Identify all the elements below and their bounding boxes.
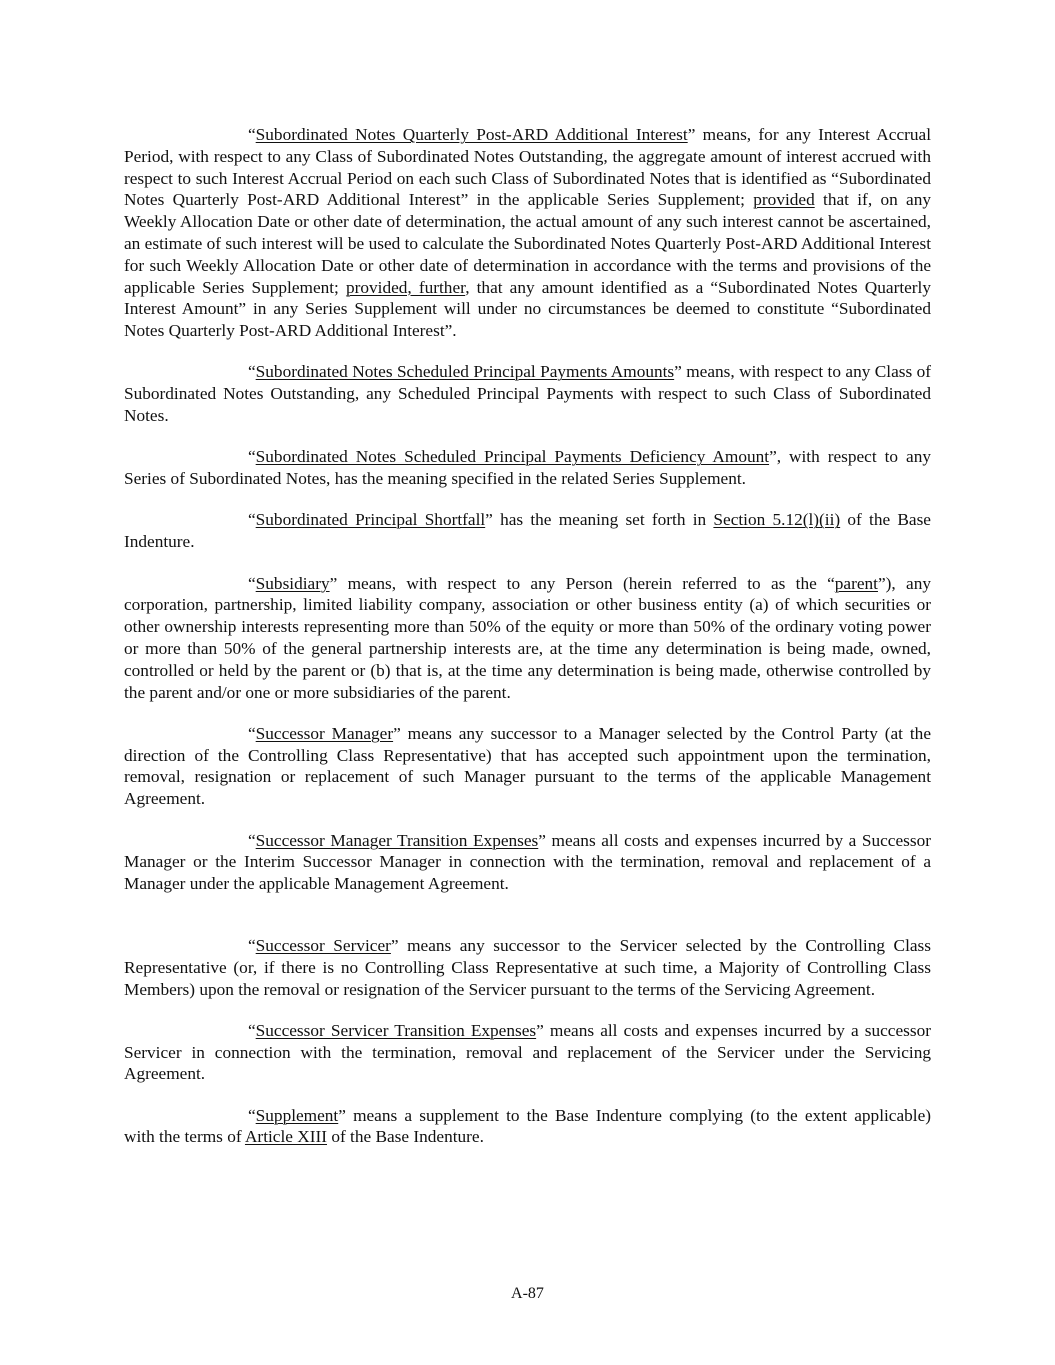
definition-text: ”, with respect to any Series of Subordinated Notes, has the meaning specified in the related Series Supplement. [124,447,931,489]
definition-subordinated-principal-shortfall [124,509,931,553]
definition-text: ” means, with respect to any Class of Subordinated Notes Outstanding, any Scheduled Principal Payments with respect to such Class of Subordinated Notes. [124,362,931,426]
definition-text: of the Base Indenture. [327,1127,484,1147]
definition-text: “ [248,447,256,467]
definition-text: , that any amount identified as a “Subordinated Notes Quarterly Interest Amount” in any Series Supplement will under no circumstances be deemed to constitute “Subordinated Notes Quarterly Post-ARD Additional Interest”. [124,277,931,341]
definition-successor-manager [124,723,931,810]
defined-term: Subordinated Notes Scheduled Principal Payments Deficiency Amount [255,447,770,467]
defined-term: Successor Manager [255,723,394,743]
defined-term: provided, further [345,277,466,297]
defined-term: Article XIII [244,1127,327,1147]
defined-term: Successor Servicer Transition Expenses [255,1020,537,1040]
definition-text: ” means any successor to a Manager selected by the Control Party (at the direction of the Controlling Class Representative) that has accepted such appointment upon the termination, removal, resignation or replacement of such Manager pursuant to the terms of the applicable Management Agreement. [124,723,931,809]
definition-text: ” means, with respect to any Person (herein referred to as the “ [329,573,835,593]
definition-text: “ [248,573,256,593]
defined-term: parent [834,573,878,593]
document-body [124,124,931,1168]
defined-term: Subordinated Principal Shortfall [255,510,486,530]
definition-text: “ [248,1105,256,1125]
definition-text: “ [248,362,256,382]
defined-term: Successor Servicer [255,935,391,955]
definition-text: ” means all costs and expenses incurred by a Successor Manager or the Interim Successor Manager in connection with the termination, removal and replacement of a Manager under the applicable Management Agreement. [124,830,931,894]
definition-text: ” has the meaning set forth in [485,510,714,530]
definition-text: “ [248,510,256,530]
defined-term: Subsidiary [255,573,330,593]
definition-supplement [124,1105,931,1149]
definition-successor-servicer [124,935,931,1000]
definition-text: ” means a supplement to the Base Indenture complying (to the extent applicable) with the terms of [124,1105,931,1147]
definition-text: “ [248,935,256,955]
definition-subordinated-notes-quarterly-post-ard-additional-interest [124,124,931,342]
defined-term: Supplement [255,1105,339,1125]
definition-text: ”), any corporation, partnership, limited liability company, association or other business entity (a) of which securities or other ownership interests representing more than 50% of the equity or more than 50% of the ordinary voting power or more than 50% of the general partnership interests are, at the time any determination is being made, owned, controlled or held by the parent or (b) that is, at the time any determination is being made, otherwise controlled by the parent and/or one or more subsidiaries of the parent. [124,573,931,702]
definition-text: ” means all costs and expenses incurred by a successor Servicer in connection with the termination, removal and replacement of the Servicer under the Servicing Agreement. [124,1020,931,1084]
definition-text: of the Base Indenture. [124,510,931,552]
defined-term: Subordinated Notes Quarterly Post-ARD Additional Interest [255,125,688,144]
defined-term: Section 5.12(l)(ii) [713,510,841,530]
definition-text: “ [248,830,256,850]
definition-text: “ [248,1020,256,1040]
page-number: A-87 [511,1285,544,1302]
defined-term: provided [753,190,815,210]
definition-subordinated-notes-scheduled-principal-payments-amounts [124,361,931,426]
definition-text: ” means, for any Interest Accrual Period, with respect to any Class of Subordinated Notes Outstanding, the aggregate amount of interest accrued with respect to such Interest Accrual Period on each such Class of Subordinated Notes that is identified as “Subordinated Notes Quarterly Post-ARD Additional Interest” in the applicable Series Supplement; [124,125,931,210]
defined-term: Subordinated Notes Scheduled Principal Payments Amounts [255,362,675,382]
definition-text: ” means any successor to the Servicer selected by the Controlling Class Representative (or, if there is no Controlling Class Representative at such time, a Majority of Controlling Class Members) upon the removal or resignation of the Servicer pursuant to the terms of the Servicing Agreement. [124,935,931,999]
definition-text: “ [248,125,256,144]
definition-subordinated-notes-scheduled-principal-payments-deficiency-amount [124,446,931,490]
definition-subsidiary [124,573,931,704]
definition-successor-servicer-transition-expenses [124,1020,931,1085]
defined-term: Successor Manager Transition Expenses [255,830,539,850]
definition-successor-manager-transition-expenses [124,830,931,895]
definition-text: that if, on any Weekly Allocation Date or other date of determination, the actual amount of any such interest cannot be ascertained, an estimate of such interest will be used to calculate the Subordinated Notes Quarterly Post-ARD Additional Interest for such Weekly Allocation Date or other date of determination in accordance with the terms and provisions of the applicable Series Supplement; [124,190,931,297]
definition-text: “ [248,723,256,743]
